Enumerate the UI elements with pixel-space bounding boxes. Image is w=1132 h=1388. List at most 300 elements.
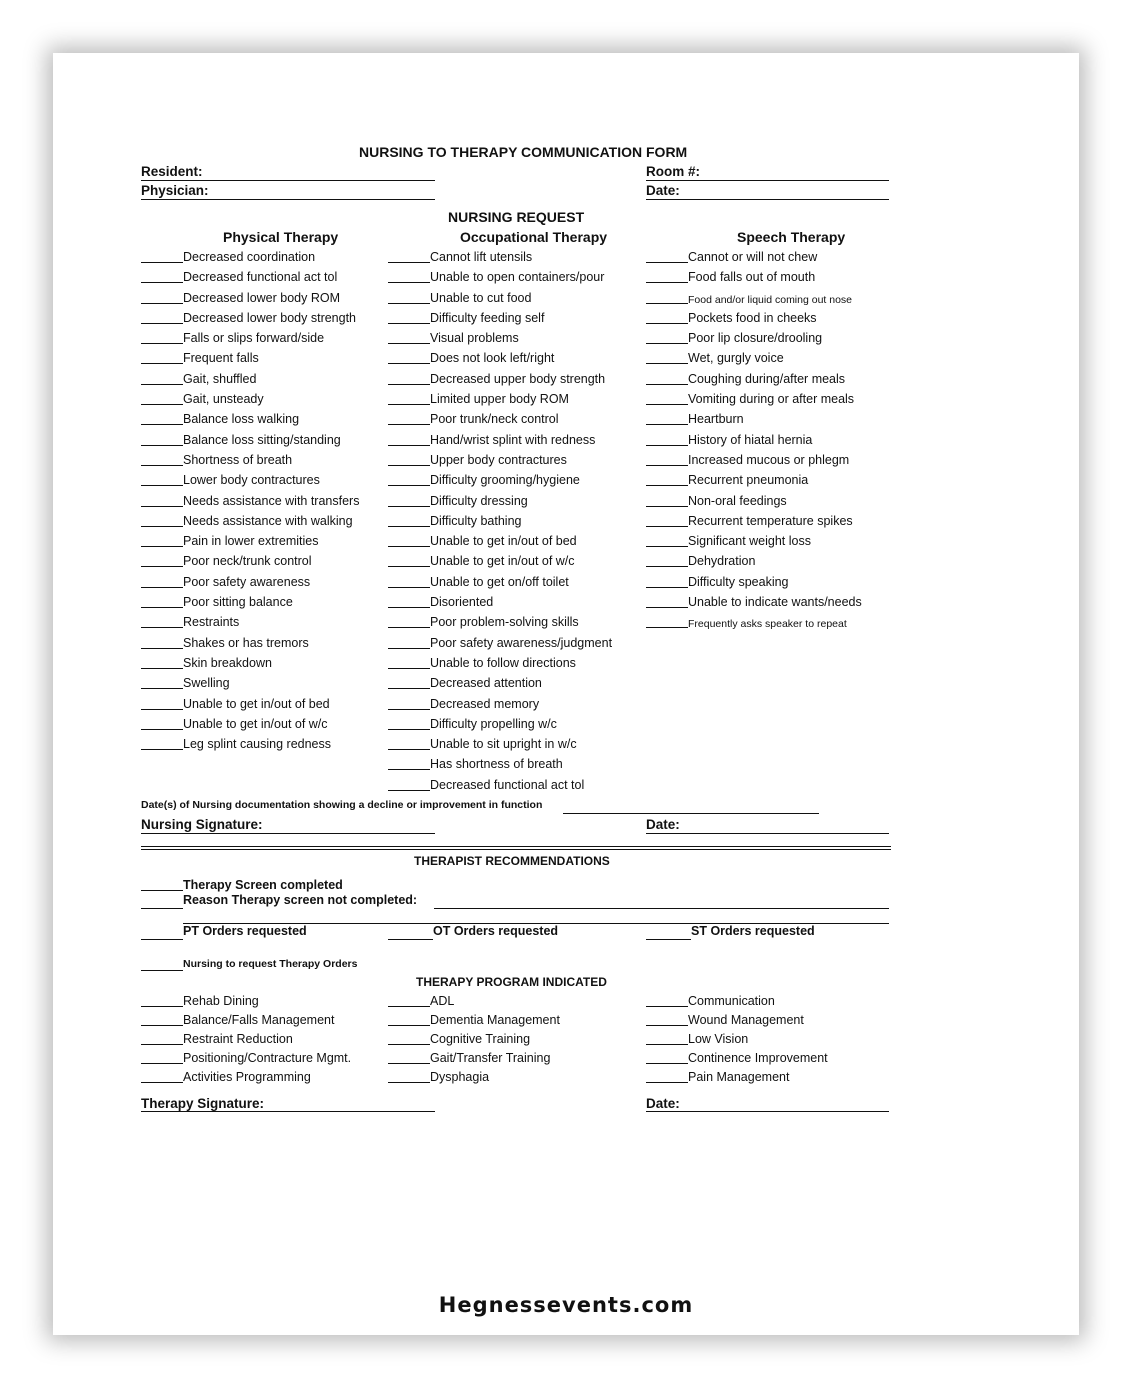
- checklist-item: [646, 491, 906, 511]
- checklist-item: [646, 409, 906, 429]
- checklist-item-label: Restraints: [183, 615, 240, 630]
- check-blank[interactable]: [388, 404, 430, 405]
- checklist-item-label: Unable to get in/out of bed: [183, 696, 330, 711]
- checklist-item-label: Wound Management: [688, 1013, 804, 1027]
- checklist-item-label: Shakes or has tremors: [183, 635, 309, 650]
- check-blank[interactable]: [388, 526, 430, 527]
- document-page: [53, 53, 1079, 1335]
- checklist-item: [388, 247, 648, 267]
- checklist-item-label: Difficulty bathing: [430, 513, 522, 528]
- st-header: Speech Therapy: [737, 229, 846, 245]
- checklist-item: [141, 673, 401, 693]
- checklist-item-label: Upper body contractures: [430, 452, 567, 467]
- checklist-item-label: Poor safety awareness: [183, 574, 311, 589]
- check-blank[interactable]: [141, 587, 183, 588]
- checklist-item-label: Poor sitting balance: [183, 595, 293, 610]
- checklist-item: [141, 430, 401, 450]
- checklist-item-label: Lower body contractures: [183, 473, 320, 488]
- pt-orders-label: PT Orders requested: [183, 924, 307, 938]
- checklist-item-label: Difficulty speaking: [688, 574, 789, 589]
- checklist-item: [141, 633, 401, 653]
- checklist-item-label: ADL: [430, 994, 455, 1008]
- checklist-item-label: Unable to get in/out of w/c: [430, 554, 575, 569]
- checklist-item: [141, 572, 401, 592]
- checklist-item: [388, 409, 648, 429]
- check-blank[interactable]: [388, 323, 430, 324]
- pt-header: Physical Therapy: [223, 229, 339, 245]
- check-blank[interactable]: [141, 729, 183, 730]
- checklist-item: [141, 389, 401, 409]
- checklist-item-label: Poor problem-solving skills: [430, 615, 579, 630]
- checklist-item: [388, 1049, 648, 1068]
- checklist-item-label: Unable to open containers/pour: [430, 270, 605, 285]
- checklist-item: [141, 369, 401, 389]
- checklist-item: [388, 531, 648, 551]
- checklist-item: [141, 531, 401, 551]
- nursing-signature-field[interactable]: [141, 833, 435, 834]
- checklist-item: [388, 389, 648, 409]
- checklist-item: [141, 612, 401, 632]
- checklist-item-label: History of hiatal hernia: [688, 432, 813, 447]
- checklist-item: [646, 430, 906, 450]
- nursing-orders-blank[interactable]: [141, 970, 183, 971]
- checklist-item-label: Unable to indicate wants/needs: [688, 595, 862, 610]
- check-blank[interactable]: [388, 627, 430, 628]
- checklist-item-label: Recurrent pneumonia: [688, 473, 809, 488]
- check-blank[interactable]: [388, 506, 430, 507]
- checklist-item: [646, 308, 906, 328]
- checklist-item: [646, 267, 906, 287]
- checklist-item-label: Poor lip closure/drooling: [688, 331, 823, 346]
- checklist-item: [141, 714, 401, 734]
- checklist-item-label: Positioning/Contracture Mgmt.: [183, 1051, 352, 1065]
- checklist-item-label: Frequently asks speaker to repeat: [688, 618, 847, 631]
- checklist-item: [388, 714, 648, 734]
- checklist-item-label: Dysphagia: [430, 1070, 490, 1084]
- check-blank[interactable]: [646, 1006, 688, 1007]
- check-blank[interactable]: [388, 587, 430, 588]
- check-blank[interactable]: [646, 323, 688, 324]
- checklist-item: [388, 369, 648, 389]
- check-blank[interactable]: [646, 526, 688, 527]
- reason-blank[interactable]: [141, 908, 183, 909]
- check-blank[interactable]: [141, 1044, 183, 1045]
- checklist-item-label: Shortness of breath: [183, 452, 293, 467]
- checklist-item: [141, 592, 401, 612]
- checklist-item-label: Vomiting during or after meals: [688, 392, 855, 407]
- checklist-item: [141, 450, 401, 470]
- physician-field[interactable]: [141, 199, 435, 200]
- check-blank[interactable]: [388, 790, 430, 791]
- check-blank[interactable]: [141, 384, 183, 385]
- check-blank[interactable]: [388, 566, 430, 567]
- checklist-item-label: Unable to sit upright in w/c: [430, 737, 577, 752]
- check-blank[interactable]: [141, 404, 183, 405]
- checklist-item: [646, 612, 906, 632]
- screen-completed-label: Therapy Screen completed: [183, 878, 343, 892]
- checklist-item-label: Low Vision: [688, 1032, 749, 1046]
- checklist-item-label: Cognitive Training: [430, 1032, 531, 1046]
- checklist-item-label: Pain Management: [688, 1070, 790, 1084]
- checklist-item-label: Dehydration: [688, 554, 756, 569]
- checklist-item-label: Has shortness of breath: [430, 757, 563, 772]
- checklist-item-label: Balance loss walking: [183, 412, 300, 427]
- checklist-item-label: Gait, unsteady: [183, 392, 264, 407]
- checklist-item: [388, 1068, 648, 1087]
- checklist-item: [141, 992, 401, 1011]
- check-blank[interactable]: [388, 282, 430, 283]
- check-blank[interactable]: [141, 648, 183, 649]
- check-blank[interactable]: [141, 303, 183, 304]
- check-blank[interactable]: [388, 445, 430, 446]
- check-blank[interactable]: [141, 1025, 183, 1026]
- checklist-item: [646, 369, 906, 389]
- check-blank[interactable]: [646, 404, 688, 405]
- checklist-item-label: Balance/Falls Management: [183, 1013, 335, 1027]
- st-checklist: [646, 247, 906, 633]
- checklist-item-label: Cannot or will not chew: [688, 250, 818, 264]
- checklist-item: [141, 1049, 401, 1068]
- checklist-item: [388, 612, 648, 632]
- check-blank[interactable]: [141, 485, 183, 486]
- program-column-2: [388, 992, 648, 1087]
- program-column-1: [141, 992, 401, 1087]
- checklist-item: [141, 328, 401, 348]
- ot-orders-label: OT Orders requested: [433, 924, 559, 938]
- checklist-item-label: Falls or slips forward/side: [183, 331, 325, 346]
- check-blank[interactable]: [388, 749, 430, 750]
- check-blank[interactable]: [646, 506, 688, 507]
- check-blank[interactable]: [141, 709, 183, 710]
- reason-not-completed-label: Reason Therapy screen not completed:: [183, 893, 418, 907]
- checklist-item: [388, 734, 648, 754]
- checklist-item-label: Difficulty dressing: [430, 493, 528, 508]
- checklist-item-label: Unable to cut food: [430, 290, 532, 305]
- checklist-item: [646, 531, 906, 551]
- checklist-item: [646, 470, 906, 490]
- pt-orders-blank[interactable]: [141, 939, 183, 940]
- checklist-item-label: Disoriented: [430, 595, 494, 610]
- checklist-item: [646, 592, 906, 612]
- checklist-item-label: Decreased lower body ROM: [183, 290, 341, 305]
- checklist-item: [141, 694, 401, 714]
- checklist-item-label: Visual problems: [430, 331, 519, 346]
- checklist-item: [388, 288, 648, 308]
- checklist-item: [646, 1068, 906, 1087]
- checklist-item-label: Decreased upper body strength: [430, 371, 606, 386]
- checklist-item-label: Food falls out of mouth: [688, 270, 816, 285]
- resident-field[interactable]: [141, 180, 435, 181]
- check-blank[interactable]: [388, 485, 430, 486]
- program-column-3: [646, 992, 906, 1087]
- checklist-item: [141, 551, 401, 571]
- checklist-item: [388, 551, 648, 571]
- checklist-item: [646, 1049, 906, 1068]
- room-label: Room #:: [646, 164, 700, 179]
- checklist-item-label: Balance loss sitting/standing: [183, 432, 341, 447]
- checklist-item: [646, 450, 906, 470]
- checklist-item: [388, 673, 648, 693]
- checklist-item-label: Communication: [688, 994, 775, 1008]
- nursing-signature-label: Nursing Signature:: [141, 817, 263, 832]
- check-blank[interactable]: [646, 465, 688, 466]
- check-blank[interactable]: [141, 566, 183, 567]
- check-blank[interactable]: [646, 587, 688, 588]
- checklist-item-label: Poor neck/trunk control: [183, 554, 312, 569]
- checklist-item: [646, 348, 906, 368]
- check-blank[interactable]: [141, 506, 183, 507]
- checklist-item: [388, 348, 648, 368]
- therapy-signature-date-field[interactable]: [646, 1111, 889, 1112]
- checklist-item: [646, 511, 906, 531]
- checklist-item-label: Restraint Reduction: [183, 1032, 293, 1046]
- nursing-request-heading: NURSING REQUEST: [448, 209, 585, 225]
- ot-checklist: [388, 247, 648, 795]
- checklist-item: [646, 247, 906, 267]
- check-blank[interactable]: [141, 445, 183, 446]
- screen-completed-blank[interactable]: [141, 890, 183, 891]
- checklist-item: [646, 992, 906, 1011]
- room-field[interactable]: [646, 180, 889, 181]
- checklist-item-label: Gait/Transfer Training: [430, 1051, 551, 1065]
- checklist-item: [388, 267, 648, 287]
- check-blank[interactable]: [141, 546, 183, 547]
- checklist-item-label: Decreased functional act tol: [430, 777, 585, 792]
- checklist-item: [141, 348, 401, 368]
- check-blank[interactable]: [388, 1006, 430, 1007]
- check-blank[interactable]: [388, 546, 430, 547]
- checklist-item: [388, 308, 648, 328]
- check-blank[interactable]: [646, 607, 688, 608]
- checklist-item: [646, 572, 906, 592]
- checklist-item-label: Wet, gurgly voice: [688, 351, 784, 366]
- check-blank[interactable]: [141, 627, 183, 628]
- checklist-item: [388, 328, 648, 348]
- check-blank[interactable]: [388, 1025, 430, 1026]
- checklist-item-label: Difficulty propelling w/c: [430, 716, 557, 731]
- checklist-item: [141, 511, 401, 531]
- check-blank[interactable]: [646, 262, 688, 263]
- check-blank[interactable]: [141, 323, 183, 324]
- check-blank[interactable]: [388, 1082, 430, 1083]
- check-blank[interactable]: [388, 363, 430, 364]
- checklist-item-label: Decreased coordination: [183, 250, 316, 264]
- check-blank[interactable]: [388, 303, 430, 304]
- check-blank[interactable]: [388, 424, 430, 425]
- check-blank[interactable]: [646, 546, 688, 547]
- checklist-item: [141, 734, 401, 754]
- checklist-item-label: Unable to get on/off toilet: [430, 574, 569, 589]
- checklist-item: [388, 754, 648, 774]
- check-blank[interactable]: [388, 343, 430, 344]
- check-blank[interactable]: [646, 363, 688, 364]
- check-blank[interactable]: [388, 384, 430, 385]
- check-blank[interactable]: [141, 262, 183, 263]
- ot-orders-blank[interactable]: [388, 939, 433, 940]
- checklist-item-label: Leg splint causing redness: [183, 737, 332, 752]
- checklist-item: [646, 1030, 906, 1049]
- check-blank[interactable]: [141, 607, 183, 608]
- checklist-item: [141, 288, 401, 308]
- check-blank[interactable]: [646, 343, 688, 344]
- checklist-item: [141, 267, 401, 287]
- checklist-item: [388, 633, 648, 653]
- check-blank[interactable]: [141, 1006, 183, 1007]
- physician-label: Physician:: [141, 183, 209, 198]
- checklist-item: [388, 450, 648, 470]
- nursing-signature-date-field[interactable]: [646, 833, 889, 834]
- therapy-signature-field[interactable]: [141, 1111, 435, 1112]
- check-blank[interactable]: [388, 769, 430, 770]
- checklist-item-label: Skin breakdown: [183, 655, 272, 670]
- checklist-item-label: Pockets food in cheeks: [688, 310, 817, 325]
- checklist-item-label: Decreased functional act tol: [183, 270, 338, 285]
- check-blank[interactable]: [646, 303, 688, 304]
- check-blank[interactable]: [388, 607, 430, 608]
- check-blank[interactable]: [141, 526, 183, 527]
- resident-label: Resident:: [141, 164, 203, 179]
- check-blank[interactable]: [646, 627, 688, 628]
- reason-field[interactable]: [434, 908, 889, 909]
- checklist-item-label: Hand/wrist splint with redness: [430, 432, 596, 447]
- checklist-item: [388, 592, 648, 612]
- checklist-item: [388, 491, 648, 511]
- checklist-item-label: Needs assistance with walking: [183, 513, 353, 528]
- nursing-request-orders-label: Nursing to request Therapy Orders: [183, 958, 358, 970]
- checklist-item-label: Non-oral feedings: [688, 493, 787, 508]
- check-blank[interactable]: [646, 445, 688, 446]
- checklist-item: [141, 1068, 401, 1087]
- check-blank[interactable]: [646, 384, 688, 385]
- checklist-item-label: Dementia Management: [430, 1013, 560, 1027]
- checklist-item-label: Limited upper body ROM: [430, 392, 569, 407]
- check-blank[interactable]: [141, 749, 183, 750]
- date-label: Date:: [646, 183, 680, 198]
- checklist-item-label: Unable to get in/out of w/c: [183, 716, 328, 731]
- check-blank[interactable]: [646, 485, 688, 486]
- check-blank[interactable]: [646, 566, 688, 567]
- checklist-item-label: Decreased attention: [430, 676, 542, 691]
- check-blank[interactable]: [388, 668, 430, 669]
- checklist-item: [141, 247, 401, 267]
- therapy-signature-date-label: Date:: [646, 1096, 680, 1111]
- checklist-item: [388, 775, 648, 795]
- checklist-item-label: Unable to follow directions: [430, 655, 576, 670]
- checklist-item-label: Cannot lift utensils: [430, 250, 533, 264]
- checklist-item: [141, 1011, 401, 1030]
- documentation-field[interactable]: [563, 813, 819, 814]
- checklist-item: [646, 1011, 906, 1030]
- check-blank[interactable]: [646, 1025, 688, 1026]
- checklist-item-label: Pain in lower extremities: [183, 534, 319, 549]
- checklist-item-label: Frequent falls: [183, 351, 259, 366]
- check-blank[interactable]: [388, 709, 430, 710]
- check-blank[interactable]: [388, 688, 430, 689]
- checklist-item: [388, 470, 648, 490]
- checklist-item: [388, 653, 648, 673]
- therapy-signature-label: Therapy Signature:: [141, 1096, 265, 1111]
- section-divider: [141, 846, 891, 850]
- checklist-item: [388, 694, 648, 714]
- checklist-item-label: Continence Improvement: [688, 1051, 828, 1065]
- check-blank[interactable]: [141, 688, 183, 689]
- check-blank[interactable]: [646, 282, 688, 283]
- check-blank[interactable]: [646, 1063, 688, 1064]
- checklist-item-label: Coughing during/after meals: [688, 371, 846, 386]
- program-indicated-heading: THERAPY PROGRAM INDICATED: [416, 975, 607, 989]
- checklist-item-label: Heartburn: [688, 412, 744, 427]
- checklist-item: [388, 511, 648, 531]
- form-title: NURSING TO THERAPY COMMUNICATION FORM: [359, 144, 688, 160]
- check-blank[interactable]: [388, 262, 430, 263]
- checklist-item: [141, 409, 401, 429]
- checklist-item: [646, 328, 906, 348]
- documentation-label: Date(s) of Nursing documentation showing a decline or improvement in function: [141, 799, 543, 811]
- check-blank[interactable]: [141, 424, 183, 425]
- check-blank[interactable]: [388, 465, 430, 466]
- check-blank[interactable]: [141, 668, 183, 669]
- watermark: Hegnessevents.com: [438, 1293, 694, 1317]
- checklist-item-label: Decreased lower body strength: [183, 310, 357, 325]
- check-blank[interactable]: [388, 1044, 430, 1045]
- checklist-item-label: Decreased memory: [430, 696, 540, 711]
- check-blank[interactable]: [388, 648, 430, 649]
- checklist-item: [388, 1011, 648, 1030]
- checklist-item-label: Poor safety awareness/judgment: [430, 635, 613, 650]
- checklist-item: [388, 1030, 648, 1049]
- checklist-item-label: Difficulty grooming/hygiene: [430, 473, 580, 488]
- checklist-item-label: Significant weight loss: [688, 534, 811, 549]
- check-blank[interactable]: [388, 729, 430, 730]
- checklist-item-label: Increased mucous or phlegm: [688, 452, 850, 467]
- checklist-item: [141, 653, 401, 673]
- check-blank[interactable]: [141, 343, 183, 344]
- check-blank[interactable]: [646, 424, 688, 425]
- ot-header: Occupational Therapy: [460, 229, 608, 245]
- therapist-recommendations-heading: THERAPIST RECOMMENDATIONS: [414, 854, 610, 868]
- check-blank[interactable]: [141, 1063, 183, 1064]
- check-blank[interactable]: [141, 1082, 183, 1083]
- st-orders-blank[interactable]: [646, 939, 691, 940]
- checklist-item-label: Rehab Dining: [183, 994, 259, 1008]
- pt-checklist: [141, 247, 401, 754]
- checklist-item-label: Needs assistance with transfers: [183, 493, 360, 508]
- checklist-item: [388, 430, 648, 450]
- checklist-item-label: Does not look left/right: [430, 351, 555, 366]
- checklist-item: [646, 389, 906, 409]
- check-blank[interactable]: [646, 1082, 688, 1083]
- check-blank[interactable]: [141, 363, 183, 364]
- checklist-item-label: Recurrent temperature spikes: [688, 513, 853, 528]
- checklist-item-label: Gait, shuffled: [183, 371, 257, 386]
- check-blank[interactable]: [141, 465, 183, 466]
- checklist-item-label: Difficulty feeding self: [430, 310, 545, 325]
- date-field[interactable]: [646, 199, 889, 200]
- checklist-item: [141, 470, 401, 490]
- st-orders-label: ST Orders requested: [691, 924, 815, 938]
- check-blank[interactable]: [646, 1044, 688, 1045]
- check-blank[interactable]: [141, 282, 183, 283]
- checklist-item: [388, 572, 648, 592]
- checklist-item-label: Poor trunk/neck control: [430, 412, 559, 427]
- checklist-item: [141, 308, 401, 328]
- checklist-item-label: Activities Programming: [183, 1070, 311, 1084]
- checklist-item: [646, 551, 906, 571]
- check-blank[interactable]: [388, 1063, 430, 1064]
- checklist-item-label: Unable to get in/out of bed: [430, 534, 577, 549]
- checklist-item: [141, 491, 401, 511]
- checklist-item-label: Food and/or liquid coming out nose: [688, 293, 853, 306]
